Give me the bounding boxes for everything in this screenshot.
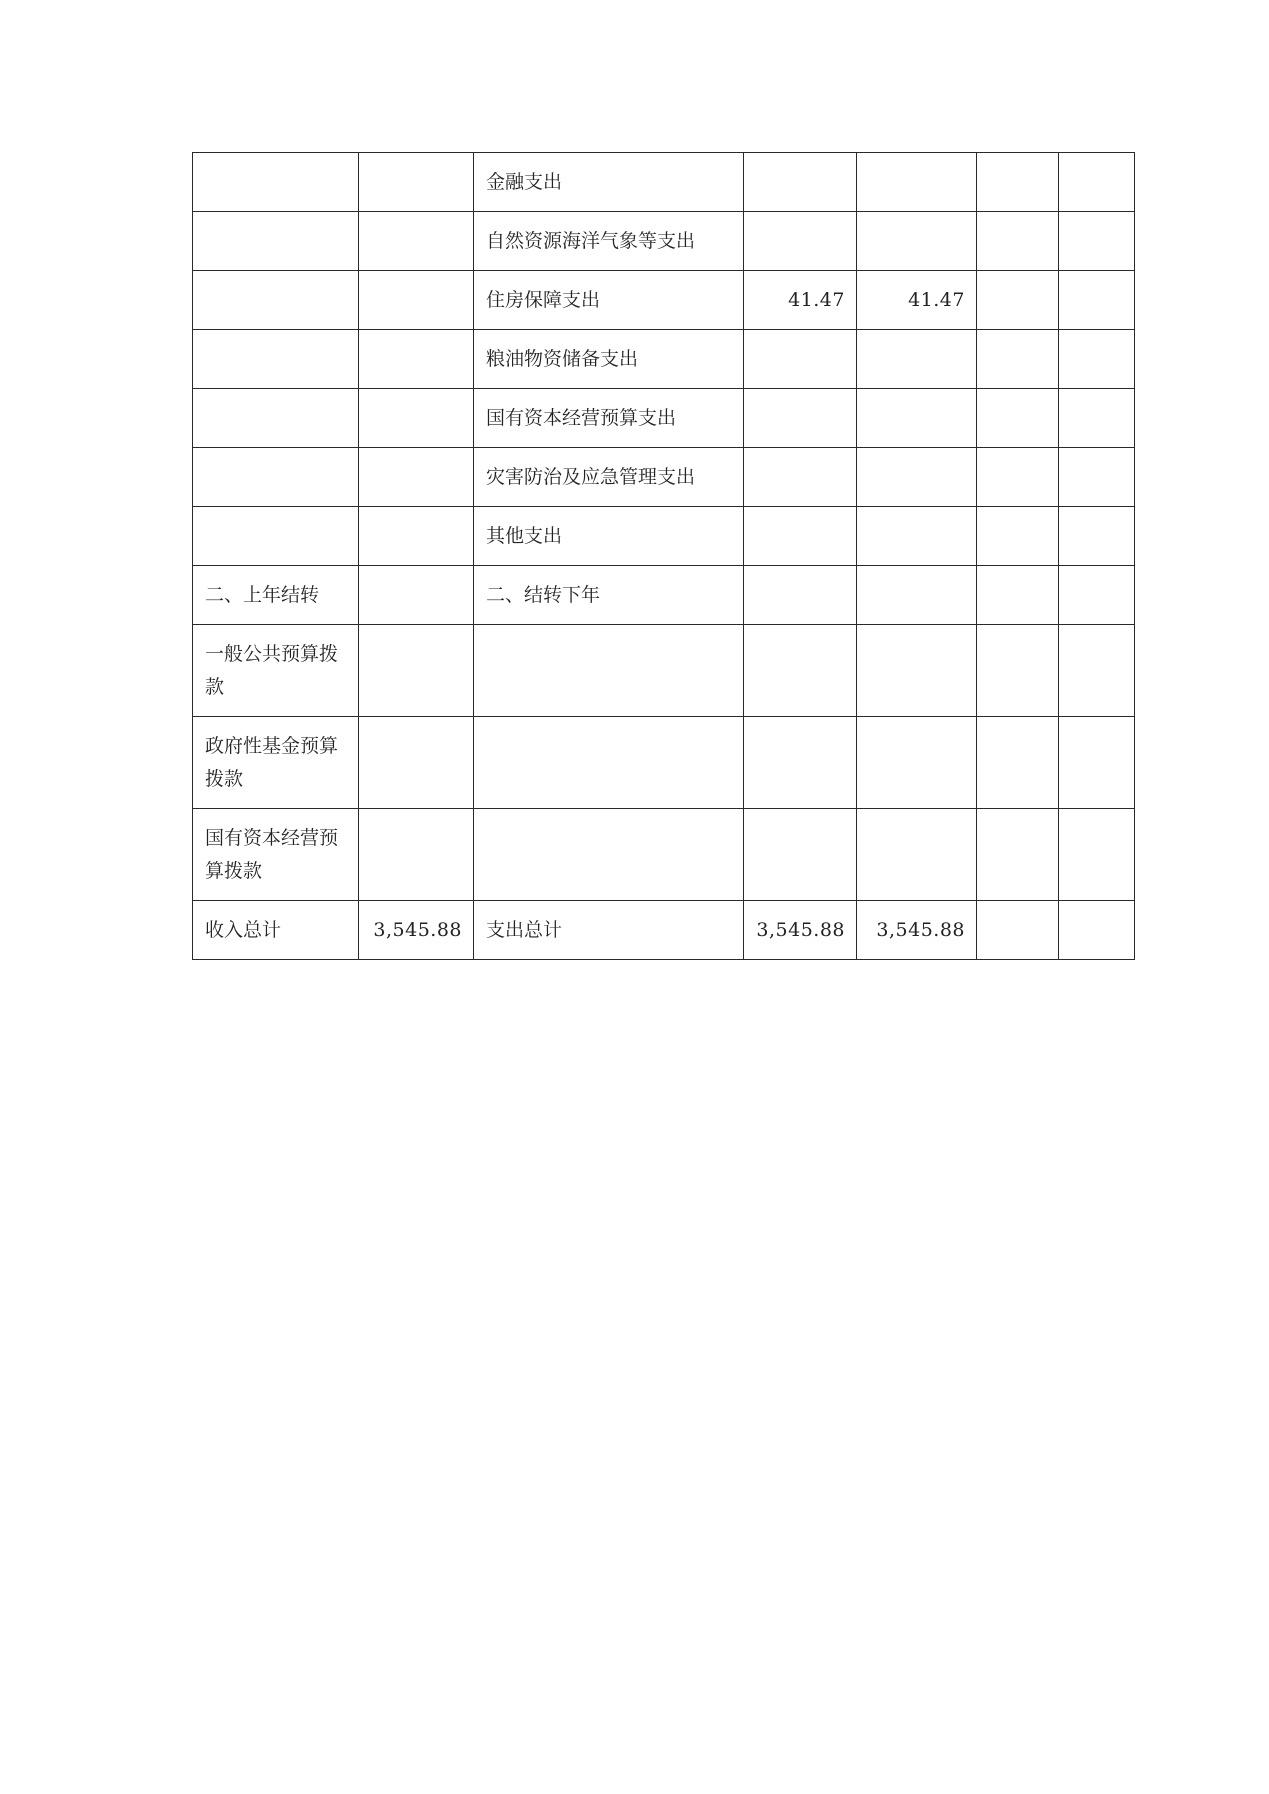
income-item-cell [193, 212, 359, 271]
state-capital-cell [1059, 625, 1135, 717]
expense-item-cell: 粮油物资储备支出 [474, 330, 744, 389]
expense-item-cell: 国有资本经营预算支出 [474, 389, 744, 448]
income-amount-cell [359, 625, 474, 717]
state-capital-cell [1059, 566, 1135, 625]
table-row [193, 153, 1135, 212]
state-capital-cell [1059, 212, 1135, 271]
income-item-cell: 国有资本经营预算拨款 [193, 809, 359, 901]
income-amount-cell [359, 809, 474, 901]
fund-budget-cell [977, 389, 1059, 448]
table-row [193, 809, 1135, 901]
table-row [193, 566, 1135, 625]
total-amount-cell [744, 389, 857, 448]
total-amount-cell [744, 809, 857, 901]
income-amount-cell [359, 271, 474, 330]
income-amount-cell [359, 389, 474, 448]
table-row [193, 389, 1135, 448]
expense-item-cell [474, 625, 744, 717]
general-budget-cell [857, 389, 977, 448]
fund-budget-cell [977, 717, 1059, 809]
state-capital-cell [1059, 330, 1135, 389]
fund-budget-total [977, 901, 1059, 960]
general-budget-cell: 41.47 [857, 271, 977, 330]
budget-table [192, 152, 1135, 960]
state-capital-cell [1059, 389, 1135, 448]
income-total-amount: 3,545.88 [359, 901, 474, 960]
income-amount-cell [359, 212, 474, 271]
fund-budget-cell [977, 507, 1059, 566]
expense-item-cell [474, 717, 744, 809]
total-amount-cell [744, 625, 857, 717]
income-item-cell [193, 330, 359, 389]
fund-budget-cell [977, 448, 1059, 507]
general-budget-cell [857, 566, 977, 625]
total-amount-cell: 41.47 [744, 271, 857, 330]
expense-total-amount: 3,545.88 [744, 901, 857, 960]
table-row [193, 507, 1135, 566]
expense-item-cell: 金融支出 [474, 153, 744, 212]
income-item-cell: 一般公共预算拨款 [193, 625, 359, 717]
total-amount-cell [744, 153, 857, 212]
general-budget-cell [857, 625, 977, 717]
income-amount-cell [359, 566, 474, 625]
total-amount-cell [744, 448, 857, 507]
income-amount-cell [359, 153, 474, 212]
total-amount-cell [744, 507, 857, 566]
income-item-cell [193, 507, 359, 566]
state-capital-cell [1059, 153, 1135, 212]
general-budget-cell [857, 330, 977, 389]
income-item-cell: 二、上年结转 [193, 566, 359, 625]
expense-item-cell: 住房保障支出 [474, 271, 744, 330]
state-capital-cell [1059, 507, 1135, 566]
general-budget-cell [857, 717, 977, 809]
state-capital-cell [1059, 271, 1135, 330]
fund-budget-cell [977, 153, 1059, 212]
general-budget-cell [857, 507, 977, 566]
income-amount-cell [359, 717, 474, 809]
expense-item-cell: 自然资源海洋气象等支出 [474, 212, 744, 271]
total-amount-cell [744, 212, 857, 271]
fund-budget-cell [977, 330, 1059, 389]
income-amount-cell [359, 330, 474, 389]
state-capital-total [1059, 901, 1135, 960]
state-capital-cell [1059, 717, 1135, 809]
fund-budget-cell [977, 809, 1059, 901]
income-item-cell [193, 389, 359, 448]
general-budget-cell [857, 448, 977, 507]
general-budget-total: 3,545.88 [857, 901, 977, 960]
fund-budget-cell [977, 566, 1059, 625]
total-amount-cell [744, 566, 857, 625]
fund-budget-cell [977, 625, 1059, 717]
income-item-cell [193, 153, 359, 212]
income-item-cell [193, 448, 359, 507]
table-row [193, 717, 1135, 809]
table-row [193, 212, 1135, 271]
income-item-cell [193, 271, 359, 330]
table-row [193, 271, 1135, 330]
table-row [193, 448, 1135, 507]
expense-item-cell: 灾害防治及应急管理支出 [474, 448, 744, 507]
state-capital-cell [1059, 809, 1135, 901]
expense-item-cell: 二、结转下年 [474, 566, 744, 625]
fund-budget-cell [977, 271, 1059, 330]
total-amount-cell [744, 330, 857, 389]
expense-item-cell: 其他支出 [474, 507, 744, 566]
fund-budget-cell [977, 212, 1059, 271]
state-capital-cell [1059, 448, 1135, 507]
income-amount-cell [359, 448, 474, 507]
income-total-label: 收入总计 [193, 901, 359, 960]
total-amount-cell [744, 717, 857, 809]
general-budget-cell [857, 153, 977, 212]
total-row [193, 901, 1135, 960]
income-item-cell: 政府性基金预算拨款 [193, 717, 359, 809]
income-amount-cell [359, 507, 474, 566]
table-row [193, 625, 1135, 717]
expense-total-label: 支出总计 [474, 901, 744, 960]
general-budget-cell [857, 212, 977, 271]
expense-item-cell [474, 809, 744, 901]
general-budget-cell [857, 809, 977, 901]
table-row [193, 330, 1135, 389]
